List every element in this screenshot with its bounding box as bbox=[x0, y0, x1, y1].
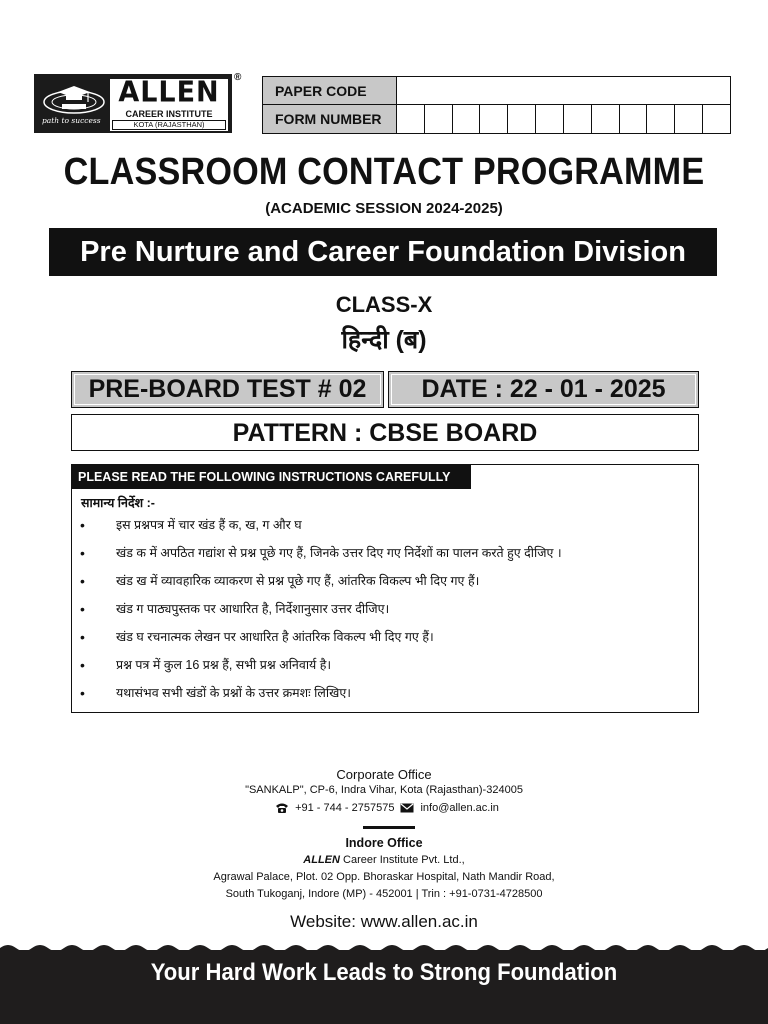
envelope-icon bbox=[400, 802, 414, 814]
paper-code-label: PAPER CODE bbox=[263, 77, 397, 104]
pattern-box: PATTERN : CBSE BOARD bbox=[71, 414, 699, 451]
instruction-text: खंड घ रचनात्मक लेखन पर आधारित है आंतरिक विकल्प भी दिए गए हैं। bbox=[116, 630, 434, 644]
instructions-heading: PLEASE READ THE FOLLOWING INSTRUCTIONS CAREFULLY bbox=[72, 465, 471, 489]
indore-office-address-line2: South Tukoganj, Indore (MP) - 452001 | Trin : +91-0731-4728500 bbox=[225, 888, 543, 900]
phone-number[interactable]: +91 - 744 - 2757575 bbox=[295, 802, 395, 814]
indore-office-address-line1: Agrawal Palace, Plot. 02 Opp. Bhoraskar Hospital, Nath Mandir Road, bbox=[213, 871, 555, 883]
email-link[interactable]: info@allen.ac.in bbox=[420, 802, 499, 814]
class-label: CLASS-X bbox=[335, 292, 433, 317]
instruction-text: खंड क में अपठित गद्यांश से प्रश्न पूछे गए हैं, जिनके उत्तर दिए गए निर्देशों का पालन करते हुए दीजिए । bbox=[116, 546, 562, 560]
indore-office-firm bbox=[0, 854, 768, 866]
paper-code-field[interactable] bbox=[397, 77, 730, 104]
instruction-text: प्रश्न पत्र में कुल 16 प्रश्न हैं, सभी प्रश्न अनिवार्य है। bbox=[116, 658, 332, 672]
instruction-text: खंड ग पाठ्यपुस्तक पर आधारित है, निर्देशानुसार उत्तर दीजिए। bbox=[116, 602, 390, 616]
instructions-list bbox=[72, 517, 698, 713]
logo-tagline: path to success bbox=[42, 116, 101, 125]
logo-city: KOTA (RAJASTHAN) bbox=[112, 120, 226, 130]
form-number-field bbox=[397, 105, 730, 133]
form-number-box[interactable] bbox=[592, 105, 620, 133]
paper-code-row bbox=[263, 77, 730, 105]
bullet-icon: • bbox=[80, 517, 85, 533]
form-number-box[interactable] bbox=[620, 105, 648, 133]
list-item bbox=[72, 601, 698, 629]
form-number-box[interactable] bbox=[564, 105, 592, 133]
subject-label: हिन्दी (ब) bbox=[341, 326, 427, 354]
instructions-subheading: सामान्य निर्देश :- bbox=[81, 496, 155, 510]
list-item bbox=[72, 657, 698, 685]
list-item bbox=[72, 685, 698, 713]
academic-session: (ACADEMIC SESSION 2024-2025) bbox=[265, 200, 503, 217]
divider bbox=[363, 826, 415, 829]
logo-wordmark bbox=[110, 76, 228, 131]
instruction-text: इस प्रश्नपत्र में चार खंड हैं क, ख, ग और घ bbox=[116, 518, 302, 532]
indore-office-heading: Indore Office bbox=[345, 836, 423, 850]
paper-code-table bbox=[262, 76, 731, 134]
division-banner: Pre Nurture and Career Foundation Division bbox=[49, 228, 717, 276]
list-item bbox=[72, 573, 698, 601]
corporate-office-contact bbox=[0, 802, 768, 814]
allen-logo bbox=[34, 74, 232, 133]
form-number-box[interactable] bbox=[480, 105, 508, 133]
form-number-box[interactable] bbox=[397, 105, 425, 133]
logo-subtitle: CAREER INSTITUTE bbox=[125, 109, 213, 119]
registered-mark: ® bbox=[234, 72, 242, 83]
form-number-box[interactable] bbox=[703, 105, 730, 133]
list-item bbox=[72, 517, 698, 545]
corporate-office-address: "SANKALP", CP-6, Indra Vihar, Kota (Rajasthan)-324005 bbox=[245, 784, 523, 796]
logo-name: ALLEN bbox=[118, 76, 220, 109]
form-number-box[interactable] bbox=[508, 105, 536, 133]
bullet-icon: • bbox=[80, 545, 85, 561]
telephone-icon bbox=[275, 802, 289, 814]
bullet-icon: • bbox=[80, 573, 85, 589]
bullet-icon: • bbox=[80, 629, 85, 645]
corporate-office-heading: Corporate Office bbox=[336, 767, 432, 782]
form-number-box[interactable] bbox=[647, 105, 675, 133]
form-number-box[interactable] bbox=[536, 105, 564, 133]
form-number-box[interactable] bbox=[425, 105, 453, 133]
instruction-text: यथासंभव सभी खंडों के प्रश्नों के उत्तर क्रमशः लिखिए। bbox=[116, 686, 351, 700]
footer-slogan: Your Hard Work Leads to Strong Foundation bbox=[150, 959, 618, 986]
bullet-icon: • bbox=[80, 601, 85, 617]
programme-title: CLASSROOM CONTACT PROGRAMME bbox=[63, 151, 705, 193]
form-number-box[interactable] bbox=[675, 105, 703, 133]
test-name-box: PRE-BOARD TEST # 02 bbox=[71, 371, 384, 408]
bullet-icon: • bbox=[80, 657, 85, 673]
website-link[interactable]: Website: www.allen.ac.in bbox=[290, 912, 478, 931]
list-item bbox=[72, 545, 698, 573]
instructions-box bbox=[71, 464, 699, 713]
form-number-box[interactable] bbox=[453, 105, 481, 133]
bullet-icon: • bbox=[80, 685, 85, 701]
instruction-text: खंड ख में व्यावहारिक व्याकरण से प्रश्न पूछे गए हैं, आंतरिक विकल्प भी दिए गए हैं। bbox=[116, 574, 480, 588]
firm-name: Career Institute Pvt. Ltd., bbox=[339, 854, 465, 866]
form-number-label: FORM NUMBER bbox=[263, 105, 397, 133]
graduation-emblem-icon bbox=[40, 82, 108, 116]
list-item bbox=[72, 629, 698, 657]
form-number-row bbox=[263, 105, 730, 133]
test-date-box: DATE : 22 - 01 - 2025 bbox=[388, 371, 699, 408]
firm-brand: ALLEN bbox=[303, 854, 340, 866]
